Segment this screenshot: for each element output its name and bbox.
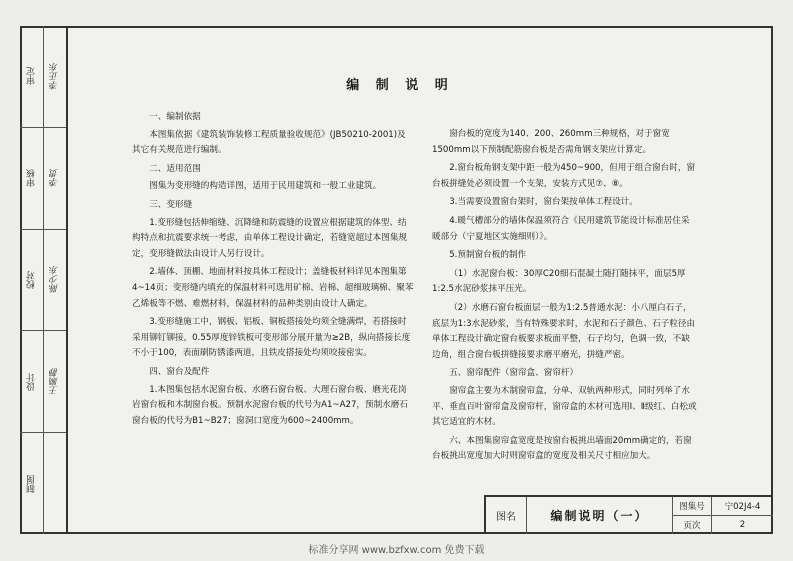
paragraph: 1.本图集包括水泥窗台板、水磨石窗台板、大理石窗台板、磨光花岗岩窗台板和木制窗台板。预制水泥窗台板的代号为A1~A27，预制水磨石窗台板的代号为B1~B27；窗洞口宽度为600~2400mm。 [132,384,408,426]
signoff-signature: 王顺静 [50,368,61,396]
right-text-column [432,127,697,468]
page-number-value: 2 [739,520,746,530]
page-number-row [673,516,773,534]
signoff-signature: 李贵 [50,169,61,188]
signoff-signature-cell [44,230,67,331]
signoff-row [20,128,66,230]
page-title: 编 制 说 明 [346,78,454,93]
paragraph: （2）水磨石窗台板面层一般为1:2.5普通水泥：小八厘白石子，底层为1:3水泥砂浆，当有特殊要求时，水泥和石子颜色、石子粒径由单体工程设计确定窗台板要求板面平整，石子均匀，色调一致，不缺边角，组合窗台板拼缝接要求磨平磨光，拼缝严密。 [432,302,696,360]
signoff-role: 设计 [26,372,37,391]
paragraph: 窗帘盒主要为木制窗帘盒，分单、双轨两种形式，同时列举了水平、垂直百叶窗帘盒及窗帘杆，窗帘盒的木材可选用Ⅰ、Ⅱ级红、白松或其它适宜的木材。 [432,385,697,428]
left-text-column [132,110,414,432]
signoff-strip [20,26,68,534]
title-block [484,495,773,534]
paragraph: 4.暖气槽部分的墙体保温须符合《民用建筑节能设计标准居住采暖部分（宁夏地区实施细则）》。 [432,215,690,242]
paragraph: 3.当需要设置窗台架时，窗台架按单体工程设计。 [449,197,638,208]
signoff-role: 制图 [26,474,37,493]
paragraph: 图集为变形缝的构造详图，适用于民用建筑和一般工业建筑。 [149,181,382,192]
signoff-role: 审定 [26,67,37,86]
section-heading: 四、窗台及配件 [149,366,210,377]
page-number-key: 页次 [673,516,712,534]
paragraph: 5.预制窗台板的制作 [449,250,527,261]
title-block-label: 图名 [486,497,527,534]
signoff-signature: 李正东 [50,62,61,90]
paragraph: 2.窗台板角钢支架中距一般为450~900，但用于组合窗台时，窗台板拼缝处必须设置一个支架，安装方式见⑦、⑧。 [432,163,696,189]
paragraph: 六、本图集窗帘盒宽度是按窗台板挑出墙面20mm确定的，若窗台板挑出宽度加大时则窗帘盒的宽度及相关尺寸相应加大。 [432,435,692,462]
atlas-number-key: 图集号 [673,497,712,515]
signoff-row [20,331,66,433]
signoff-row [20,26,66,128]
atlas-number-value: 宁02J4-4 [724,502,761,512]
signoff-row [20,230,66,332]
section-heading: 一、编制依据 [149,112,201,122]
paragraph: （1）水泥窗台板：30厚C20细石混凝土随打随抹平，面层5厚1:2.5水泥砂浆抹平压光。 [432,268,686,295]
atlas-number-row [673,497,773,516]
footer-watermark: 标准分享网 www.bzfxw.com 免费下载 [308,545,485,556]
signoff-role-cell [20,26,44,127]
signoff-role-cell [20,331,44,432]
section-heading: 三、变形缝 [149,199,193,210]
paragraph: 本图集依据《建筑装饰装修工程质量验收规范》(JB50210-2001)及其它有关规范进行编制。 [132,129,406,156]
signoff-signature-cell [44,128,67,229]
paragraph: 1.变形缝包括伸缩缝、沉降缝和防震缝的设置应根据建筑的体型、结构特点和抗震要求统一考虑，由单体工程设计确定，若缝宽超过本图集规定，变形缝做法由设计人另行设计。 [132,217,408,259]
paragraph: 3.变形缝施工中，钢板、铝板、铜板搭接处均须全缝满焊，若搭接时采用铆钉铆接，0.55厚度锌铁板可变形部分展开量为≥2B，纵向搭接长度不小于100，表面刷防锈漆两道，且铁皮搭接处均须咬接密实。 [132,317,411,359]
signoff-signature-cell [44,26,67,127]
signoff-signature-cell [44,433,67,534]
paragraph: 2.墙体、顶棚、地面材料按具体工程设计；盖缝板材料详见本图集第4~14页；变形缝内填充的保温材料可选用矿棉、岩棉、超细玻璃棉、聚苯乙烯板等不燃、难燃材料，保温材料的品种类别由设计人确定。 [132,267,414,309]
drawing-name: 编制说明（一） [527,497,673,534]
signoff-signature-cell [44,331,67,432]
section-heading: 二、适用范围 [149,163,201,174]
signoff-role-cell [20,230,44,331]
signoff-role: 审核 [26,169,37,188]
section-heading: 五、窗帘配件（窗帘盒、窗帘杆） [449,368,579,379]
signoff-role: 校对 [26,270,37,289]
signoff-role-cell [20,433,44,534]
signoff-signature: 陈少东 [50,266,61,294]
paragraph: 窗台板的宽度为140、200、260mm三种规格，对于窗宽1500mm以下预制配筋窗台板是否需角钢支架应计算定。 [432,129,670,155]
signoff-row [20,433,66,534]
signoff-role-cell [20,128,44,229]
title-block-meta [673,497,773,534]
